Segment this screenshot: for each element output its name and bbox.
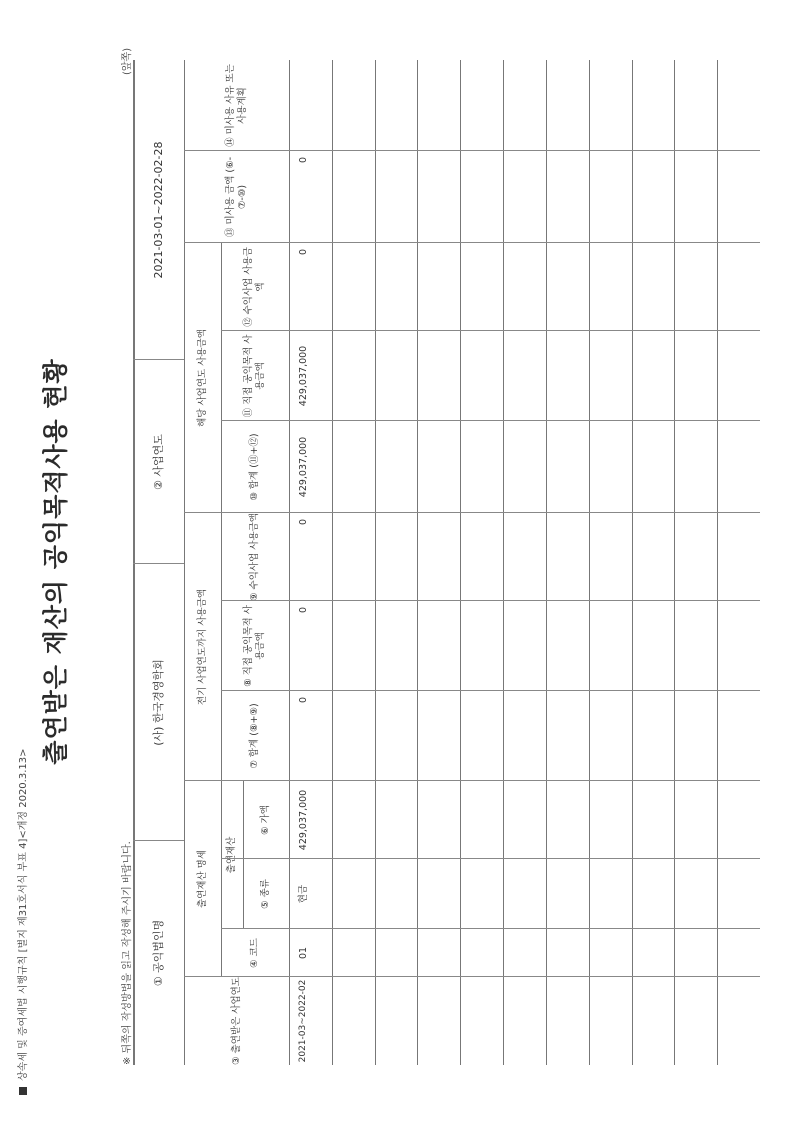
row1-kind: 현금 — [298, 884, 310, 904]
grid-line — [503, 60, 504, 1065]
row1-code: 01 — [298, 946, 310, 960]
row1-curr-profit: 0 — [298, 249, 310, 256]
grid-line — [133, 563, 184, 564]
grid-line — [133, 359, 184, 360]
col-curr-profit-header: ⑫ 수익사업 사용금액 — [243, 247, 266, 327]
grid-line — [417, 60, 418, 1065]
grid-line — [332, 60, 333, 1065]
col-unused-reason-header: ⑭ 미사용 사유 또는 사용계획 — [224, 64, 248, 147]
grid-line — [184, 150, 760, 151]
col-code-header: ④ 코드 — [249, 938, 261, 968]
row1-reason — [289, 60, 319, 151]
curr-usage-group-header: 해당 사업연도 사용금액 — [196, 329, 208, 427]
grid-line — [221, 928, 760, 929]
page-title: 출연받은 재산의 공익목적사용 현황 — [41, 358, 70, 765]
col-prev-total-header: ⑦ 합계 (⑧+⑨) — [249, 703, 261, 769]
grid-line — [243, 781, 244, 929]
row1-prev-direct: 0 — [298, 607, 310, 614]
grid-line — [289, 60, 290, 1065]
grid-line — [221, 420, 760, 421]
row1-year: 2021-03~2022-02 — [298, 979, 309, 1063]
grid-line — [221, 600, 760, 601]
grid-line — [460, 60, 461, 1065]
grid-line — [184, 976, 760, 977]
grid-line — [221, 330, 760, 331]
grid-line — [133, 840, 184, 841]
page-side-label: (앞쪽) — [122, 47, 133, 75]
grid-line — [184, 60, 185, 1065]
col-curr-direct-header: ⑪ 직접 공익목적 사용금액 — [243, 334, 266, 418]
row1-unused: 0 — [298, 157, 310, 164]
grid-line — [221, 858, 760, 859]
contrib-asset-group-header: 출연재산 — [226, 836, 238, 874]
grid-line — [546, 60, 547, 1065]
fiscal-year-value: 2021-03-01~2022-02-28 — [151, 141, 165, 279]
col-contrib-year-header: ③ 출연받은 사업연도 — [230, 977, 242, 1065]
grid-line — [221, 690, 760, 691]
grid-line — [221, 781, 222, 977]
source-line-text: 상속세 및 증여세법 시행규칙 [별지 제31호서식 부표 4]<개정 2020.3.13> — [18, 748, 29, 1081]
form-source-line — [14, 749, 29, 1096]
square-bullet-icon — [19, 1087, 27, 1095]
fiscal-year-label: ② 사업연도 — [151, 434, 165, 490]
contrib-detail-group-header: 출연재산 명세 — [196, 849, 208, 909]
col-kind-header: ⑤ 종류 — [260, 879, 272, 909]
row1-curr-direct: 429,037,000 — [298, 345, 310, 407]
grid-line — [184, 512, 760, 513]
col-unused-header: ⑬ 미사용 금액 (⑥-⑦-⑩) — [224, 156, 248, 238]
row1-prev-profit: 0 — [298, 519, 310, 526]
prev-usage-group-header: 전기 사업연도까지 사용금액 — [196, 588, 208, 706]
row1-value: 429,037,000 — [298, 789, 310, 851]
grid-line — [375, 60, 376, 1065]
grid-line — [717, 60, 718, 1065]
col-curr-total-header: ⑩ 합계 (⑪+⑫) — [249, 433, 261, 501]
grid-line — [184, 780, 760, 781]
grid-line — [632, 60, 633, 1065]
grid-line — [589, 60, 590, 1065]
grid-line — [184, 242, 760, 243]
corp-name-value: (사) 한국경영학회 — [151, 659, 165, 746]
grid-line — [674, 60, 675, 1065]
guide-note: ※ 뒤쪽의 작성방법을 읽고 작성해 주시기 바랍니다. — [122, 841, 133, 1065]
corp-name-label: ① 공익법인명 — [151, 919, 165, 987]
row1-prev-total: 0 — [298, 697, 310, 704]
col-prev-profit-header: ⑨ 수익사업 사용금액 — [249, 513, 261, 601]
row1-curr-total: 429,037,000 — [298, 436, 310, 498]
col-prev-direct-header: ⑧ 직접 공익목적 사용금액 — [243, 605, 266, 687]
col-value-header: ⑥ 가액 — [260, 805, 272, 835]
